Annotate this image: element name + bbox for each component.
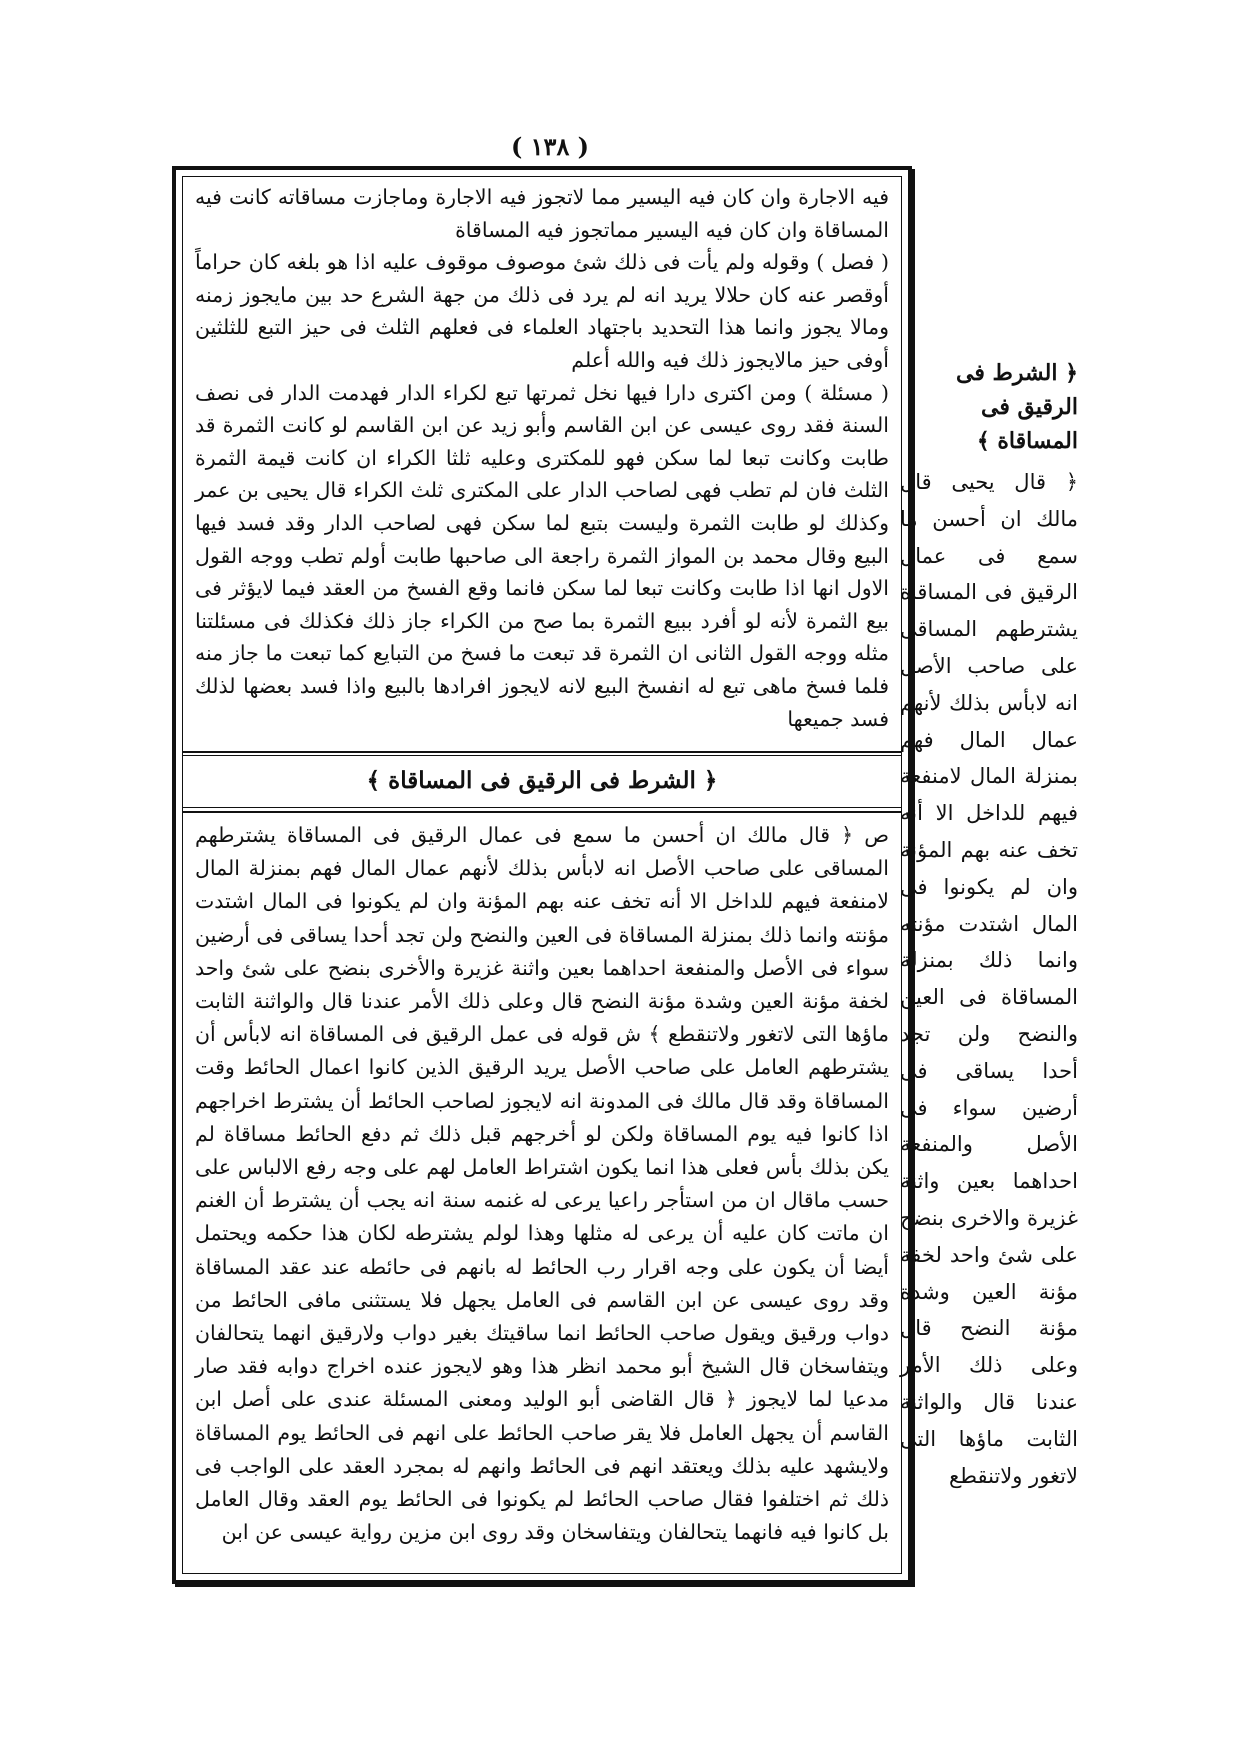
paragraph-masala: ( مسئلة ) ومن اكترى دارا فيها نخل ثمرتها تبع لكراء الدار فهدمت الدار فى نصف السنة فقد روى عيسى عن ابن القاسم وأبو زيد عن ابن القاسم لو كانت الثمرة قد طابت وكانت تبعا لما سكن فهو للمكترى وعليه ثلثا الكراء ان كانت قيمة الثمرة الثلث فان لم تطب فهى لصاحب الدار على المكترى ثلث الكراء قال يحيى بن عمر وكذلك لو طابت الثمرة وليست بتبع لما سكن فهى لصاحب الدار وقد فسد فيها البيع وقال محمد بن المواز الثمرة راجعة الى صاحبها طابت أولم تطب ووجه القول الاول انها اذا طابت وكانت تبعا لما سكن فانما وقع الفسخ من العقد فيما لايؤثر فى بيع الثمرة لأنه لو أفرد ببيع الثمرة بما صح من الكراء جاز ذلك فكذلك فى مسئلتنا مثله ووجه القول الثانى ان الثمرة قد تبعت ما فسخ من التبايع كما تبعت ما جاز منه فلما فسخ ماهى تبع له انفسخ البيع لانه لايجوز افرادها بالبيع واذا فسد بعضها لذلك فسد جميعها: [195, 380, 889, 731]
main-text-frame: [172, 166, 912, 1584]
section-divider-bottom-thick: [183, 811, 901, 813]
page-number: ( ١٣٨ ): [510, 132, 590, 161]
margin-note-body: ﴿ قال يحيى قال مالك ان أحسن ما سمع فى عمال الرقيق فى المساقاة يشترطهم المساقى على صاحب الأصل انه لابأس بذلك لأنهم عمال المال فهم بمنزلة المال لامنفعة فيهم للداخل الا أنه تخف عنه بهم المؤنة وان لم يكونوا فى المال اشتدت مؤنته وانما ذلك بمنزلة المساقاة فى العين والنضح ولن تجد أحدا يساقى فى أرضين سواء فى الأصل والمنفعة احداهما بعين واثنة غزيرة والاخرى بنضح على شئ واحد لخفة مؤنة العين وشدة مؤنة النضح قال وعلى ذلك الأمر عندنا قال والواثنة الثابت ماؤها التى لاتغور ولاتنقطع: [900, 470, 1078, 1488]
paragraph-fasl: ( فصل ) وقوله ولم يأت فى ذلك شئ موصوف موقوف عليه اذا هو بلغه كان حراماً أوقصر عنه كان حلالا يريد انه لم يرد فى ذلك من جهة الشرع حد بين مايجوز زمنه ومالا يجوز وانما هذا التحديد باجتهاد العلماء فى فعلهم الثلث فى حيز التبع للثلثين أوفى حيز مالايجوز ذلك فيه والله أعلم: [195, 250, 889, 372]
preceding-text-block: [195, 181, 889, 735]
margin-note: [900, 356, 1078, 1494]
main-text-inner-border: [182, 176, 902, 1574]
margin-note-title: ﴿ الشرط فى الرقيق فى المساقاة ﴾: [956, 360, 1078, 454]
section-divider-top-thin: [183, 755, 901, 756]
commentary-text-block: [195, 819, 889, 1549]
section-divider-top-thick: [183, 751, 901, 753]
section-divider-bottom-thin: [183, 807, 901, 808]
paragraph-opening: فيه الاجارة وان كان فيه اليسير مما لاتجوز فيه الاجارة وماجازت مساقاته كانت فيه المساقاة وان كان فيه اليسير مماتجوز فيه المساقاة: [195, 185, 889, 242]
paragraph-commentary: ص ﴿ قال مالك ان أحسن ما سمع فى عمال الرقيق فى المساقاة يشترطهم المساقى على صاحب الأصل انه لابأس بذلك لأنهم عمال المال فهم بمنزلة المال لامنفعة فيهم للداخل الا أنه تخف عنه بهم المؤنة وان لم يكونوا فى المال اشتدت مؤنته وانما ذلك بمنزلة المساقاة فى العين والنضح ولن تجد أحدا يساقى فى أرضين سواء فى الأصل والمنفعة احداهما بعين واثنة غزيرة والأخرى بنضح على شئ واحد لخفة مؤنة العين وشدة مؤنة النضح قال وعلى ذلك الأمر عندنا قال والواثنة الثابت ماؤها التى لاتغور ولاتنقطع ﴾ ش قوله فى عمل الرقيق فى المساقاة انه لابأس أن يشترطهم العامل على صاحب الأصل يريد الرقيق الذين كانوا اعمال الحائط وقت المساقاة وقد قال مالك فى المدونة انه لايجوز لصاحب الحائط أن يشترط اخراجهم اذا كانوا فيه يوم المساقاة ولكن لو أخرجهم قبل ذلك ثم دفع الحائط مساقاة لم يكن بذلك بأس فعلى هذا انما يكون اشتراط العامل لهم على وجه رفع الالباس على حسب ماقال ان من استأجر راعيا يرعى له غنمه سنة انه يجب أن يشترط أن الغنم ان ماتت كان عليه أن يرعى له مثلها وهذا لولم يشترطه لكان هذا حكمه ويحتمل أيضا أن يكون على وجه اقرار رب الحائط له بانهم فى حائطه عند عقد المساقاة وقد روى عيسى عن ابن القاسم فى العامل يجهل فلا يستثنى مافى الحائط من دواب ورقيق ويقول صاحب الحائط انما ساقيتك بغير دواب ولارقيق انهما يتحالفان ويتفاسخان قال الشيخ أبو محمد انظر هذا وهو لايجوز عنده اخراج دوابه فقد صار مدعيا لما لايجوز ﴿ قال القاضى أبو الوليد ومعنى المسئلة عندى على أصل ابن القاسم أن يجهل العامل فلا يقر صاحب الحائط على انهم فى الحائط يوم المساقاة ولايشهد عليه بذلك ويعتقد انهم فى الحائط وانهم له بمجرد العقد على الواجب فى ذلك ثم اختلفوا فقال صاحب الحائط لم يكونوا فى الحائط يوم العقد وقال العامل بل كانوا فيه فانهما يتحالفان ويتفاسخان وقد روى ابن مزين رواية عيسى عن ابن: [195, 823, 889, 1545]
section-heading: ﴿ الشرط فى الرقيق فى المساقاة ﴾: [366, 767, 718, 794]
